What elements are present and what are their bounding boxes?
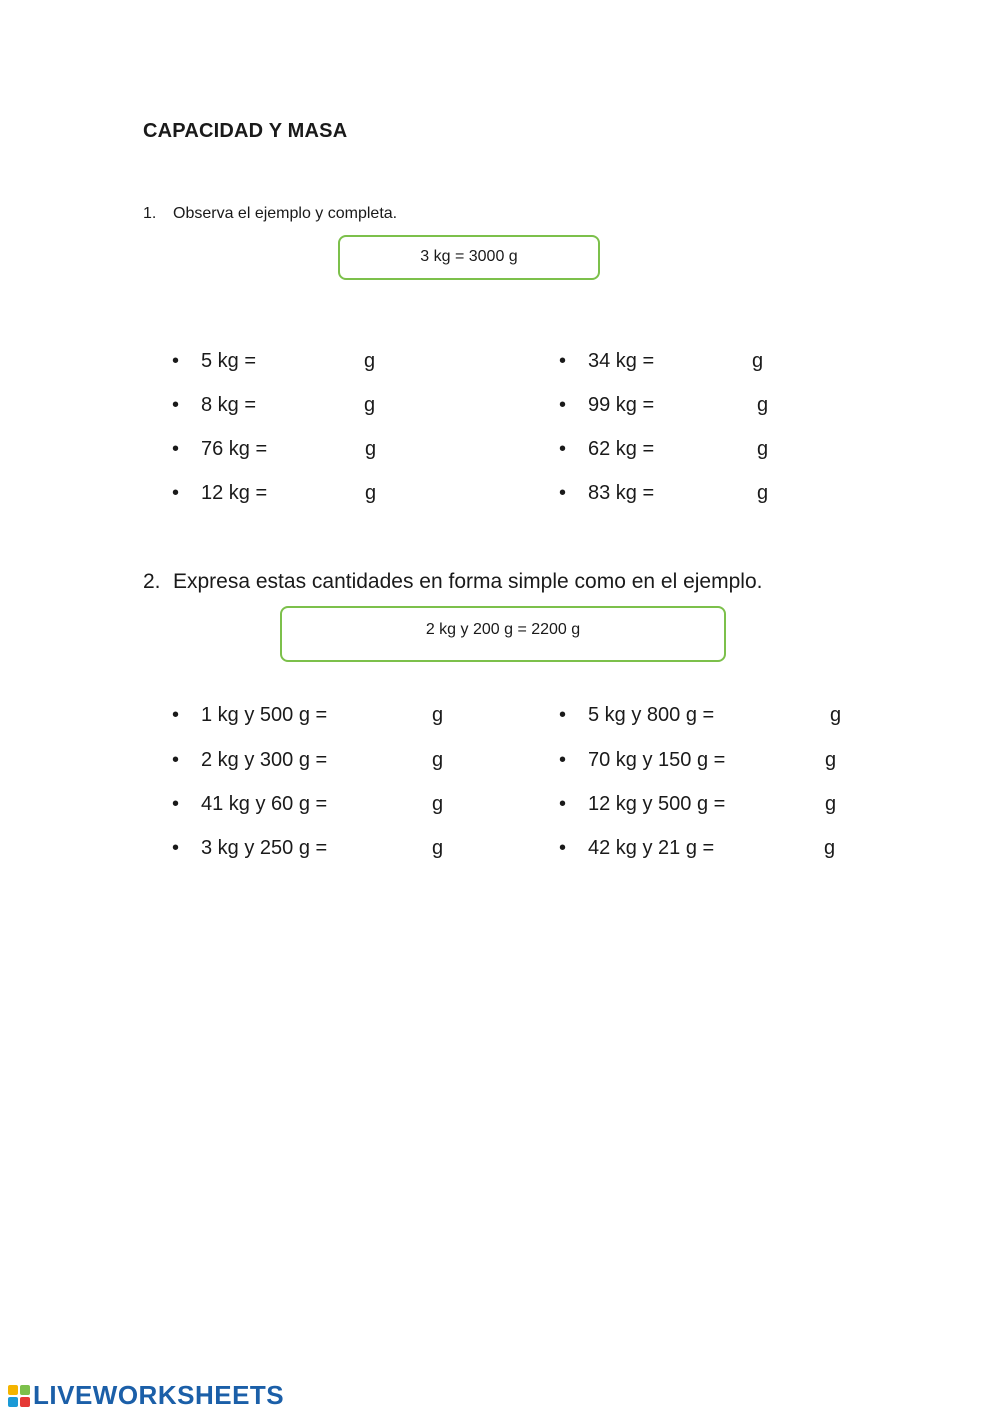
unit-label: g (824, 837, 836, 859)
bullet-icon: • (172, 438, 180, 460)
q2-exercise-row (172, 749, 462, 779)
exercise-expression: 8 kg = (201, 394, 257, 416)
answer-blank[interactable] (342, 793, 427, 819)
unit-label: g (365, 482, 377, 504)
exercise-expression: 70 kg y 150 g = (588, 749, 726, 771)
q2-exercise-row (172, 837, 462, 867)
bullet-icon: • (172, 350, 180, 372)
question-1-example: 3 kg = 3000 g (420, 248, 518, 265)
question-2-instruction (143, 570, 762, 594)
exercise-expression: 3 kg y 250 g = (201, 837, 328, 859)
exercise-expression: 12 kg = (201, 482, 268, 504)
q1-exercise-row (559, 394, 789, 424)
q2-exercise-row (172, 793, 462, 823)
question-2-example: 2 kg y 200 g = 2200 g (425, 621, 581, 638)
answer-blank[interactable] (664, 438, 749, 464)
unit-label: g (364, 350, 376, 372)
unit-label: g (825, 793, 837, 815)
bullet-icon: • (172, 793, 180, 815)
answer-blank[interactable] (342, 749, 427, 775)
bullet-icon: • (172, 704, 180, 726)
bullet-icon: • (559, 704, 567, 726)
exercise-expression: 34 kg = (588, 350, 655, 372)
exercise-expression: 12 kg y 500 g = (588, 793, 726, 815)
question-1-instruction (143, 205, 397, 223)
question-1-number: 1. (143, 205, 157, 222)
bullet-icon: • (172, 749, 180, 771)
unit-label: g (432, 793, 444, 815)
unit-label: g (432, 749, 444, 771)
exercise-expression: 62 kg = (588, 438, 655, 460)
q1-exercise-row (172, 482, 392, 512)
answer-blank[interactable] (272, 394, 352, 420)
question-2-number: 2. (143, 570, 161, 593)
answer-blank[interactable] (739, 704, 824, 730)
q1-exercise-row (172, 438, 392, 468)
unit-label: g (365, 438, 377, 460)
q2-exercise-row (172, 704, 462, 734)
bullet-icon: • (172, 394, 180, 416)
brand-name: LIVEWORKSHEETS (33, 1380, 285, 1410)
question-1-example-box (338, 235, 600, 280)
unit-label: g (752, 350, 764, 372)
answer-blank[interactable] (272, 482, 352, 508)
bullet-icon: • (172, 482, 180, 504)
bullet-icon: • (559, 394, 567, 416)
bullet-icon: • (559, 438, 567, 460)
answer-blank[interactable] (739, 793, 819, 819)
bullet-icon: • (559, 350, 567, 372)
answer-blank[interactable] (342, 837, 427, 863)
worksheet-title: CAPACIDAD Y MASA (143, 120, 348, 142)
unit-label: g (757, 482, 769, 504)
q1-exercise-row (172, 350, 392, 380)
exercise-expression: 76 kg = (201, 438, 268, 460)
answer-blank[interactable] (664, 350, 744, 376)
liveworksheets-logo-icon (8, 1385, 30, 1407)
q2-exercise-row (559, 749, 859, 779)
bullet-icon: • (559, 793, 567, 815)
answer-blank[interactable] (739, 749, 819, 775)
answer-blank[interactable] (272, 438, 352, 464)
answer-blank[interactable] (729, 837, 819, 863)
q1-exercise-row (172, 394, 392, 424)
unit-label: g (825, 749, 837, 771)
exercise-expression: 5 kg = (201, 350, 257, 372)
bullet-icon: • (172, 837, 180, 859)
bullet-icon: • (559, 837, 567, 859)
exercise-expression: 42 kg y 21 g = (588, 837, 715, 859)
unit-label: g (364, 394, 376, 416)
q2-exercise-row (559, 837, 859, 867)
question-2-example-box (280, 606, 726, 662)
q2-exercise-row (559, 793, 859, 823)
q1-exercise-row (559, 482, 789, 512)
answer-blank[interactable] (272, 350, 352, 376)
question-2-text: Expresa estas cantidades en forma simple como en el ejemplo. (173, 570, 763, 593)
bullet-icon: • (559, 482, 567, 504)
exercise-expression: 83 kg = (588, 482, 655, 504)
answer-blank[interactable] (342, 704, 427, 730)
answer-blank[interactable] (664, 482, 749, 508)
exercise-expression: 99 kg = (588, 394, 655, 416)
q2-exercise-row (559, 704, 859, 734)
exercise-expression: 1 kg y 500 g = (201, 704, 328, 726)
answer-blank[interactable] (664, 394, 749, 420)
exercise-expression: 2 kg y 300 g = (201, 749, 328, 771)
exercise-expression: 41 kg y 60 g = (201, 793, 328, 815)
unit-label: g (757, 438, 769, 460)
unit-label: g (432, 704, 444, 726)
bullet-icon: • (559, 749, 567, 771)
question-1-text: Observa el ejemplo y completa. (173, 205, 398, 222)
q1-exercise-row (559, 438, 789, 468)
exercise-expression: 5 kg y 800 g = (588, 704, 715, 726)
unit-label: g (757, 394, 769, 416)
q1-exercise-row (559, 350, 789, 380)
unit-label: g (830, 704, 842, 726)
unit-label: g (432, 837, 444, 859)
footer-brand (8, 1380, 284, 1411)
